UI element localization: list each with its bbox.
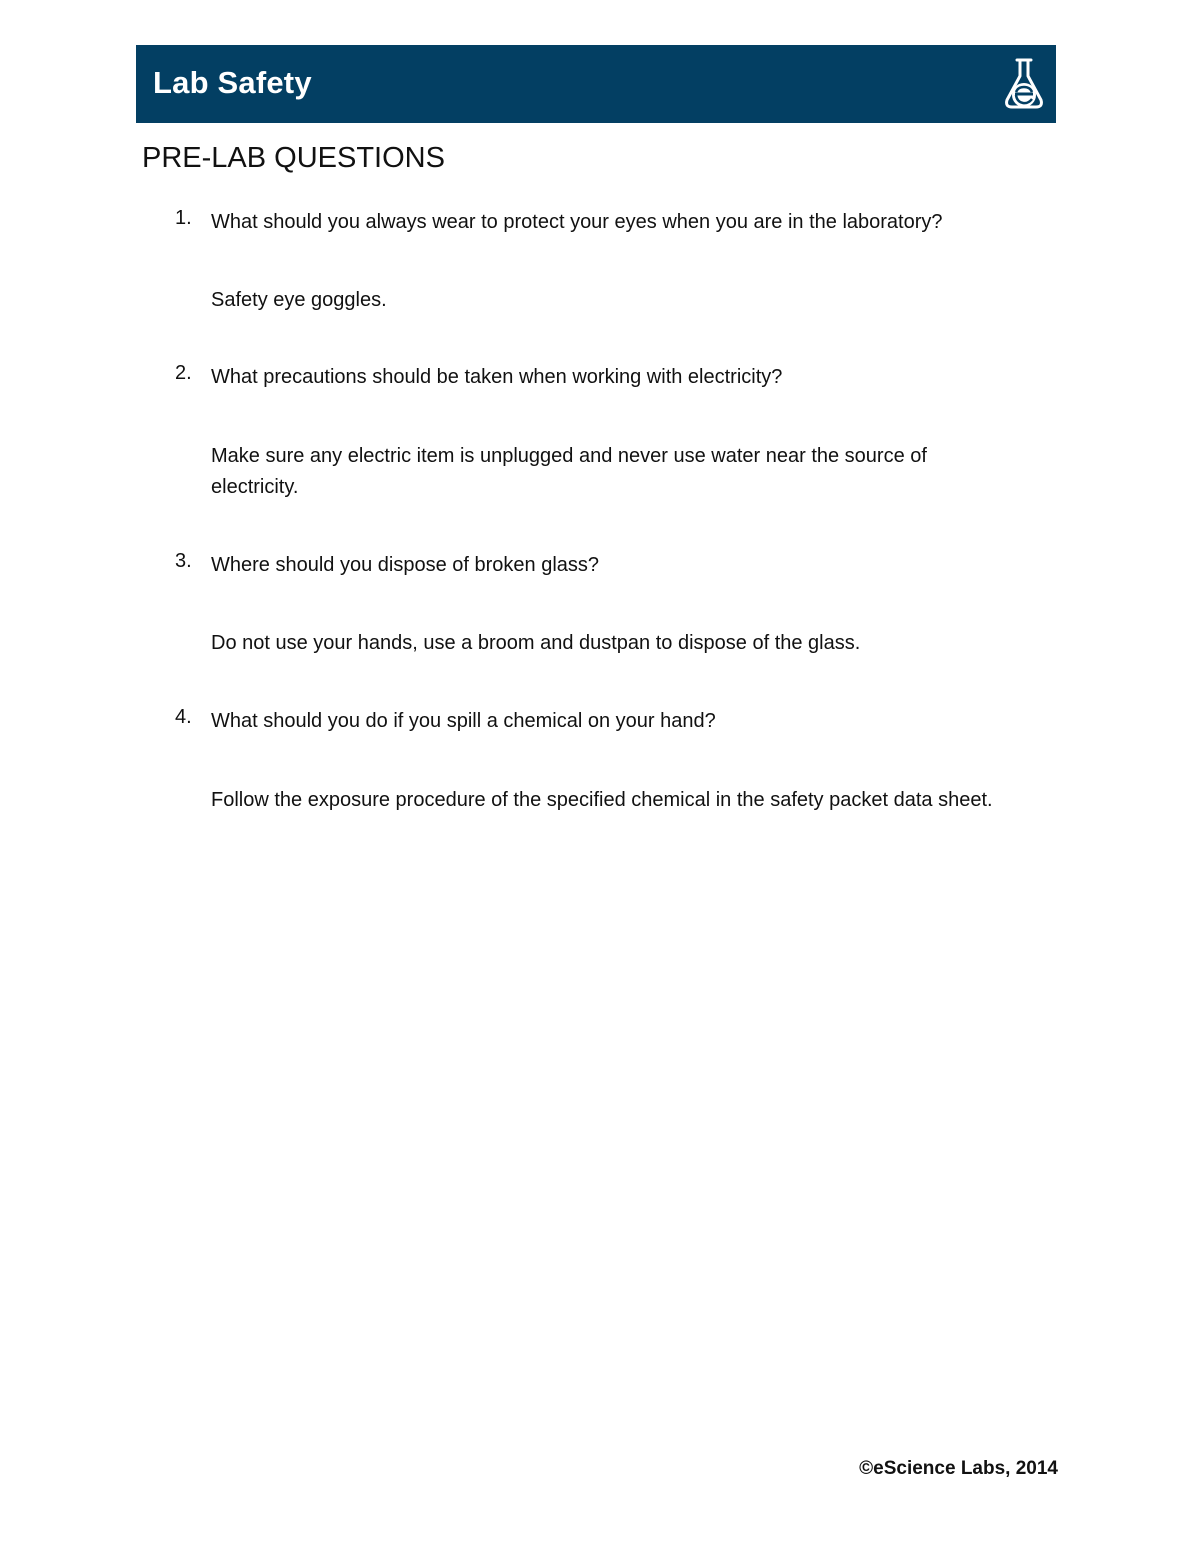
question-text: What should you do if you spill a chemical on your hand? xyxy=(211,710,716,732)
question-number: 3. xyxy=(175,550,192,572)
answer-text: Safety eye goggles. xyxy=(211,289,387,311)
answer-text: Follow the exposure procedure of the specified chemical in the safety packet data sheet. xyxy=(211,789,993,811)
flask-e-logo-icon xyxy=(1002,54,1046,114)
question-text: What precautions should be taken when working with electricity? xyxy=(211,366,783,388)
header-bar xyxy=(136,45,1056,123)
page-title: Lab Safety xyxy=(153,65,312,100)
section-heading: PRE-LAB QUESTIONS xyxy=(142,142,445,174)
question-number: 2. xyxy=(175,362,192,384)
question-number: 4. xyxy=(175,706,192,728)
copyright-footer: ©eScience Labs, 2014 xyxy=(859,1458,1058,1479)
answer-text: Do not use your hands, use a broom and dustpan to dispose of the glass. xyxy=(211,632,861,654)
question-text: What should you always wear to protect your eyes when you are in the laboratory? xyxy=(211,211,943,233)
question-text: Where should you dispose of broken glass? xyxy=(211,554,600,576)
answer-text: Make sure any electric item is unplugged and never use water near the source of electricity. xyxy=(211,445,927,498)
question-number: 1. xyxy=(175,207,192,229)
